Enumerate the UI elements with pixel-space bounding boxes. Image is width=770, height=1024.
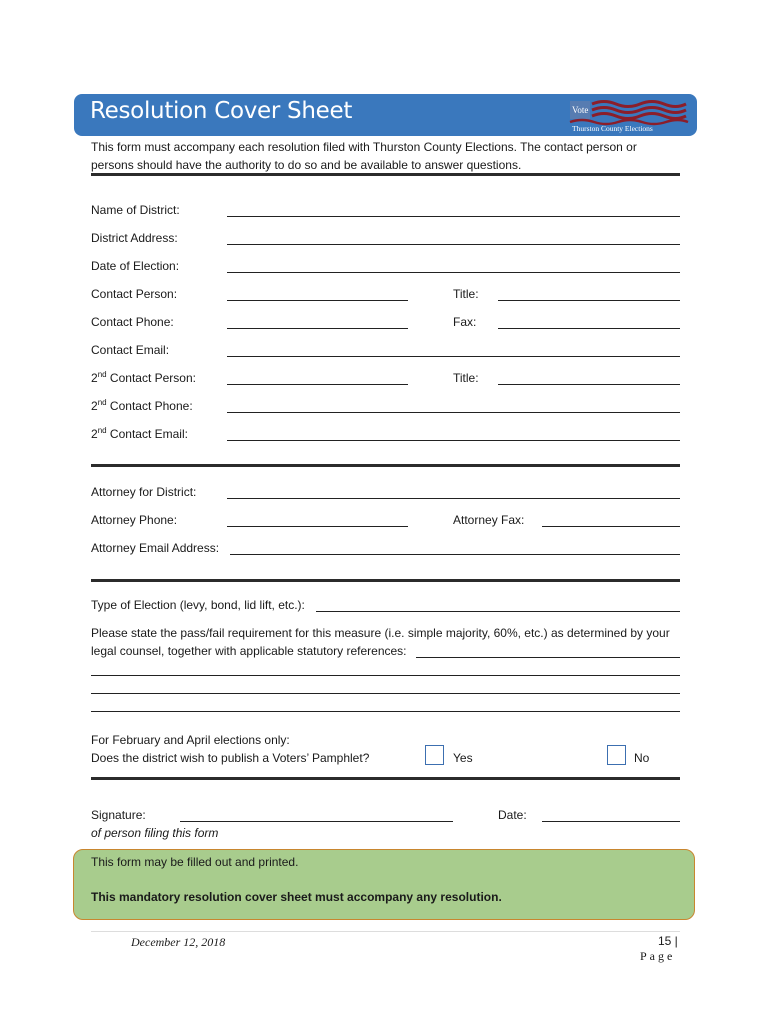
footer-date: December 12, 2018 (131, 935, 226, 949)
attorney-field[interactable] (227, 498, 680, 499)
signature-label: Signature: (91, 808, 146, 822)
ordinal-suffix: nd (97, 426, 107, 435)
signature-field[interactable] (180, 821, 453, 822)
attorney-fax-field[interactable] (542, 526, 680, 527)
logo-vote-text: Vote (572, 105, 589, 115)
contact-email-field[interactable] (227, 356, 680, 357)
election-date-label: Date of Election: (91, 259, 180, 273)
fax-field[interactable] (498, 328, 680, 329)
page-number: 15 | (658, 934, 678, 948)
section-divider (91, 777, 680, 780)
second-contact-phone-label (91, 399, 193, 413)
ordinal-number: 2 (91, 399, 98, 413)
requirement-text-line2: legal counsel, together with applicable statutory references: (91, 644, 407, 658)
second-contact-person-text: Contact Person: (106, 371, 196, 385)
second-contact-email-label (91, 427, 188, 441)
page-title: Resolution Cover Sheet (90, 98, 353, 124)
ordinal-suffix: nd (97, 370, 107, 379)
ordinal-suffix: nd (97, 398, 107, 407)
thurston-elections-logo (568, 97, 696, 134)
attorney-email-field[interactable] (230, 554, 680, 555)
district-name-label: Name of District: (91, 203, 180, 217)
contact-email-label: Contact Email: (91, 343, 170, 357)
logo-caption: Thurston County Elections (572, 124, 653, 133)
notice-text: This form may be filled out and printed. (91, 855, 299, 869)
page-word: Page (640, 949, 676, 963)
attorney-label: Attorney for District: (91, 485, 197, 499)
second-contact-email-text: Contact Email: (106, 427, 188, 441)
ordinal-number: 2 (91, 371, 98, 385)
notice-mandatory-text: This mandatory resolution cover sheet must accompany any resolution. (91, 890, 502, 904)
second-contact-person-label (91, 371, 196, 385)
date-label: Date: (498, 808, 527, 822)
section-divider (91, 173, 680, 176)
pamphlet-note: For February and April elections only: (91, 733, 290, 747)
second-contact-phone-text: Contact Phone: (106, 399, 193, 413)
contact-person-field[interactable] (227, 300, 408, 301)
yes-label: Yes (453, 751, 473, 765)
requirement-text-line1: Please state the pass/fail requirement for this measure (i.e. simple majority, 60%, etc.) as determined by your (91, 626, 670, 640)
attorney-phone-field[interactable] (227, 526, 408, 527)
requirement-field-line-2[interactable] (91, 675, 680, 676)
section-divider (91, 464, 680, 467)
contact-title-field[interactable] (498, 300, 680, 301)
header-banner (74, 94, 697, 136)
district-address-label: District Address: (91, 231, 178, 245)
footer-divider (91, 931, 680, 932)
election-type-field[interactable] (316, 611, 680, 612)
district-address-field[interactable] (227, 244, 680, 245)
contact-person-label: Contact Person: (91, 287, 178, 301)
election-date-field[interactable] (227, 272, 680, 273)
attorney-phone-label: Attorney Phone: (91, 513, 178, 527)
second-title-field[interactable] (498, 384, 680, 385)
notice-box (73, 849, 695, 920)
district-name-field[interactable] (227, 216, 680, 217)
fax-label: Fax: (453, 315, 477, 329)
requirement-field[interactable] (416, 657, 680, 658)
contact-title-label: Title: (453, 287, 479, 301)
attorney-fax-label: Attorney Fax: (453, 513, 525, 527)
ordinal-number: 2 (91, 427, 98, 441)
no-label: No (634, 751, 650, 765)
contact-phone-label: Contact Phone: (91, 315, 174, 329)
election-type-label: Type of Election (levy, bond, lid lift, etc.): (91, 598, 305, 612)
section-divider (91, 579, 680, 582)
yes-checkbox[interactable] (425, 745, 444, 765)
requirement-field-line-4[interactable] (91, 711, 680, 712)
second-contact-phone-field[interactable] (227, 412, 680, 413)
intro-text: This form must accompany each resolution filed with Thurston County Elections. The contact person or persons should have the authority to do so and be available to answer questions. (91, 140, 637, 172)
attorney-email-label: Attorney Email Address: (91, 541, 220, 555)
second-contact-person-field[interactable] (227, 384, 408, 385)
date-field[interactable] (542, 821, 680, 822)
contact-phone-field[interactable] (227, 328, 408, 329)
requirement-field-line-3[interactable] (91, 693, 680, 694)
no-checkbox[interactable] (607, 745, 626, 765)
second-title-label: Title: (453, 371, 479, 385)
second-contact-email-field[interactable] (227, 440, 680, 441)
pamphlet-question: Does the district wish to publish a Voters’ Pamphlet? (91, 751, 370, 765)
signature-note: of person filing this form (91, 826, 219, 840)
